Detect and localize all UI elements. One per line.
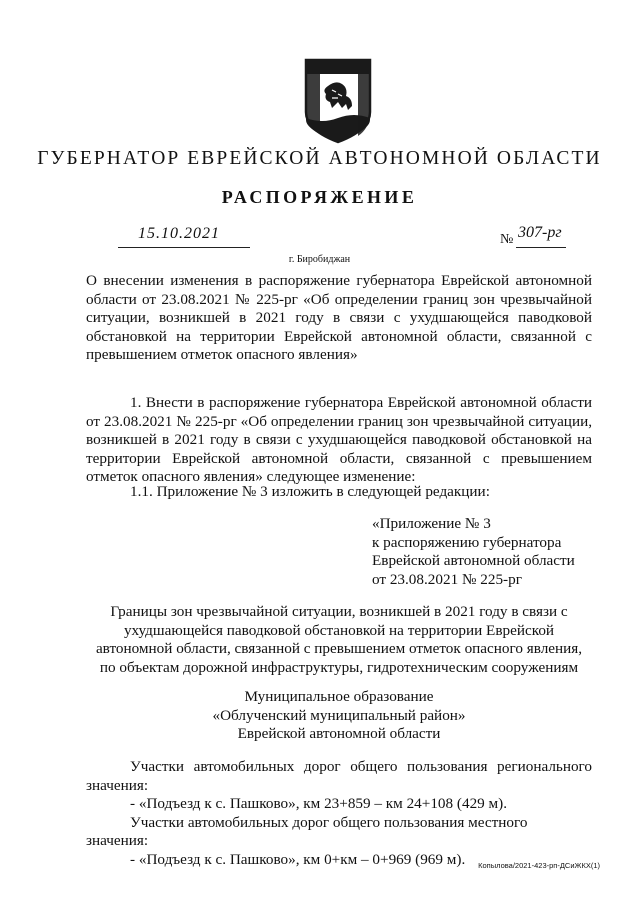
- municipality-line: Муниципальное образование: [244, 688, 434, 705]
- borders-title-line: по объектам дорожной инфраструктуры, гидротехническим сооружениям: [99, 658, 579, 676]
- municipality-line: Еврейской автономной области: [237, 725, 441, 743]
- authority-title: ГУБЕРНАТОР ЕВРЕЙСКОЙ АВТОНОМНОЙ ОБЛАСТИ: [37, 148, 602, 169]
- document-type: РАСПОРЯЖЕНИЕ: [221, 187, 418, 207]
- regional-road-item: - «Подъезд к с. Пашково», км 23+859 – км 24+108 (429 м).: [130, 795, 508, 813]
- borders-title-line: автономной области, связанной с превышением отметок опасного явления,: [95, 640, 583, 658]
- number-prefix: №: [500, 232, 514, 247]
- appendix-line: «Приложение № 3: [372, 515, 491, 532]
- paragraph-1: 1. Внести в распоряжение губернатора Еврейской автономной области от 23.08.2021 № 225-рг «Об определении границ зон чрезвычайной ситуации, возникшей в 2021 году в связи с ухудшающейся паводковой обстановкой на территории Еврейской автономной области, связанной с превышением отметок опасного явления» следующее изменение:: [86, 394, 592, 486]
- municipality-line: «Облученский муниципальный район»: [212, 706, 466, 724]
- city: г. Биробиджан: [288, 254, 351, 265]
- coat-of-arms-emblem: [302, 58, 374, 144]
- borders-title-line: ухудшающейся паводковой обстановкой на территории Еврейской: [123, 621, 555, 639]
- appendix-reference: [372, 515, 602, 589]
- borders-title: [86, 603, 592, 677]
- document-date: 15.10.2021: [138, 225, 220, 242]
- appendix-line: к распоряжению губернатора: [372, 533, 562, 551]
- road-sections: [86, 758, 592, 870]
- municipality-heading: [86, 688, 592, 744]
- footer-code: Копылова/2021-423-рп-ДСиЖКХ(1): [478, 861, 600, 870]
- regional-roads-heading: Участки автомобильных дорог общего пользования регионального значения:: [86, 758, 592, 794]
- appendix-line: от 23.08.2021 № 225-рг: [372, 570, 522, 588]
- document-subject: О внесении изменения в распоряжение губернатора Еврейской автономной области от 23.08.2021 № 225-рг «Об определении границ зон чрезвычайной ситуации, возникшей в 2021 году в связи с ухудшающейся паводковой обстановкой на территории Еврейской автономной области, связанной с превышением отметок опасного явления»: [86, 272, 592, 364]
- appendix-line: Еврейской автономной области: [372, 552, 575, 570]
- document-number: 307-рг: [518, 224, 562, 241]
- local-road-item: - «Подъезд к с. Пашково», км 0+км – 0+969 (969 м).: [130, 850, 466, 868]
- paragraph-1-1: 1.1. Приложение № 3 изложить в следующей редакции:: [130, 483, 490, 500]
- borders-title-line: Границы зон чрезвычайной ситуации, возникшей в 2021 году в связи с: [110, 603, 568, 620]
- local-roads-heading: Участки автомобильных дорог общего пользования местного значения:: [86, 813, 528, 850]
